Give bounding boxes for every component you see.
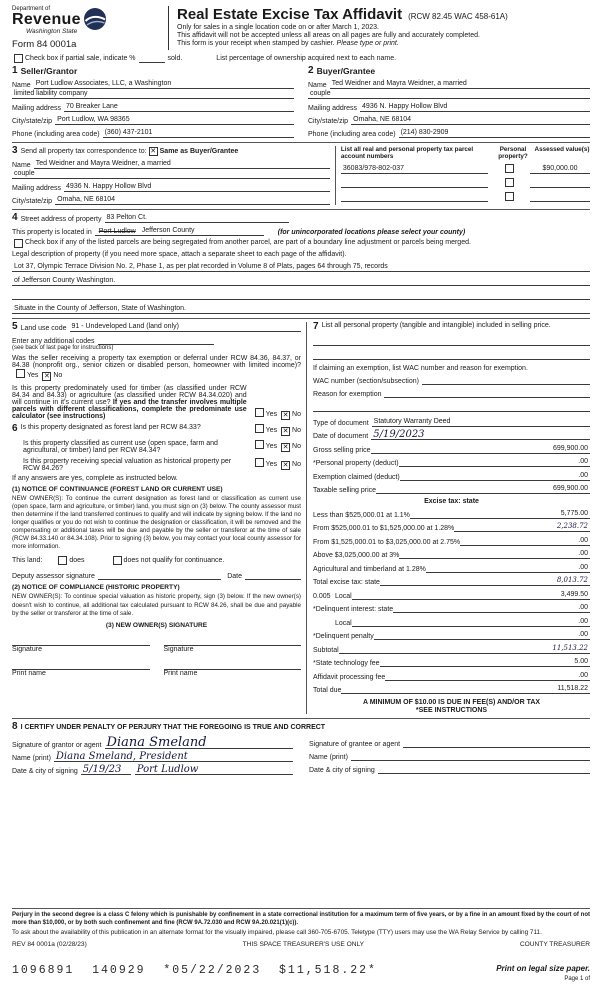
partial-sale-label: Check box if partial sale, indicate %	[25, 55, 136, 62]
additional-codes-field[interactable]	[98, 335, 215, 345]
footer	[12, 908, 590, 982]
no-label: No	[292, 461, 301, 468]
seller-heading: Seller/Grantor	[20, 66, 78, 76]
no-label: No	[292, 411, 301, 418]
forest-yes-checkbox[interactable]	[255, 424, 264, 433]
current-use-yes-checkbox[interactable]	[255, 440, 264, 449]
yes-label: Yes	[265, 411, 278, 418]
partial-sale-checkbox[interactable]	[14, 54, 23, 63]
agency-state: Washington State	[26, 28, 78, 35]
deputy-assessor-label: Deputy assessor signature	[12, 573, 95, 581]
treasurer-receipt-stamp: 1096891 140929 *05/22/2023 $11,518.22*	[12, 964, 377, 977]
notice-compliance-body: NEW OWNER(S): To continue special valuation as historic property, sign (3) below. If the new owner(s) doesn't wish to continue, all additional tax calculated pursuant to RCW 84.26, shall be due and payable by the seller or transferor at the time of sale.	[12, 593, 301, 617]
current-use-no-checkbox[interactable]: ✕	[282, 443, 289, 451]
personal-property-deduct-value[interactable]: .00	[399, 457, 590, 467]
corr-name-field-2[interactable]: couple	[12, 169, 330, 179]
exemption-claim-note: If claiming an exemption, list WAC number and reason for exemption.	[313, 365, 528, 372]
seller-phone-label: Phone (including area code)	[12, 131, 100, 138]
delinquent-interest-state-label: *Delinquent interest: state	[313, 606, 394, 613]
new-owner-signature-lines	[12, 635, 301, 653]
total-excise-state-value[interactable]: 8,013.72	[380, 576, 590, 586]
buyer-name-field[interactable]: Ted Weidner and Mayra Weidner, a married	[330, 79, 590, 89]
legal-description-line-1[interactable]: Lot 37, Olympic Terrace Division No. 2, Phase 1, as per plat recorded in Volume 8 of Plats, pages 64 through 75, records	[12, 262, 590, 272]
section-1-number: 1	[12, 65, 18, 76]
does-qualify-checkbox[interactable]	[58, 556, 67, 565]
delinquent-interest-state-value[interactable]: .00	[393, 603, 590, 613]
grantee-print-name-label: Name (print)	[309, 754, 348, 761]
main-columns	[12, 318, 590, 714]
affidavit-processing-fee-label: Affidavit processing fee	[313, 673, 386, 681]
personal-property-deduct-label: *Personal property (deduct)	[313, 460, 399, 467]
dept-of-label: Department of	[12, 6, 51, 12]
new-owner-signature-field-2[interactable]	[164, 635, 302, 646]
seller-name-label: Name	[12, 82, 31, 89]
current-use-question	[12, 440, 301, 454]
section-4-property	[12, 209, 590, 314]
partial-sold-label: sold.	[167, 55, 183, 62]
street-address-label: Street address of property	[20, 216, 102, 223]
total-due-label: Total due	[313, 687, 342, 694]
excise-tax-state-heading: Excise tax: state	[424, 498, 479, 505]
additional-codes-label: Enter any additional codes	[12, 338, 95, 345]
this-land-label: This land:	[12, 557, 43, 565]
type-of-document-field[interactable]: Statutory Warranty Deed	[372, 417, 590, 427]
taxable-selling-price-value[interactable]: 699,900.00	[376, 484, 590, 494]
new-owner-print-lines	[12, 659, 301, 677]
buyer-city-field[interactable]: Omaha, NE 68104	[351, 115, 590, 125]
page-number: Page 1 of	[564, 976, 590, 982]
local-tax-value[interactable]: 3,499.50	[352, 590, 590, 600]
seller-address-field[interactable]: 70 Breaker Lane	[64, 102, 294, 112]
no-label: No	[292, 427, 301, 434]
assessed-value-field-3[interactable]	[530, 192, 590, 202]
timber-agriculture-text: Is this property predominately used for timber (as classified under RCW 84.34 and 84.33) or agriculture (as classified under RCW 84.34.020) and will continue in it's current use?	[12, 385, 247, 406]
located-county-field[interactable]: Jefferson County	[140, 226, 264, 236]
parties-row	[12, 66, 590, 138]
additional-codes-note: (see back of last page for instructions)	[12, 345, 114, 351]
print-name-label: Print name	[163, 669, 198, 677]
exemption-yes-checkbox[interactable]	[16, 369, 25, 378]
assessed-value-field[interactable]: $90,000.00	[530, 164, 590, 174]
seller-section	[12, 66, 294, 138]
subtotal-label: Subtotal	[313, 646, 339, 654]
parcel-row	[341, 178, 590, 188]
corr-city-label: City/state/zip	[12, 198, 53, 205]
historic-no-checkbox[interactable]: ✕	[282, 461, 289, 469]
state-technology-fee-label: *State technology fee	[313, 660, 380, 667]
subtotal-value[interactable]: 11,513.22	[339, 644, 590, 654]
no-label: No	[53, 372, 63, 379]
exemption-deferral-text: Was the seller receiving a property tax exemption or deferral under RCW 84.36, 84.37, or 84.38 (nonprofit org., senior citizen or disabled person, homeowner with limited income)?	[12, 355, 301, 369]
header-note-2: This affidavit will not be accepted unless all areas on all pages are fully and accurately completed.	[177, 32, 480, 39]
form-revision: REV 84 0001a (02/28/23)	[12, 941, 87, 948]
parcel-number-field-2[interactable]	[341, 178, 488, 188]
parcel-numbers-header: List all real and personal property tax parcel account numbers	[340, 146, 474, 160]
legal-description-line-3[interactable]: Situate in the County of Jefferson, State of Washington.	[12, 304, 590, 314]
section-2-number: 2	[308, 65, 314, 76]
grantee-signature-block	[309, 735, 590, 775]
agency-name: Revenue	[12, 11, 81, 28]
parcel-number-field-3[interactable]	[341, 192, 488, 202]
perjury-statement: Perjury in the second degree is a class C felony which is punishable by confinement in a state correctional institution for a maximum term of five years, or by a fine in an amount fixed by the court of not more than $10,000, or by both such confinement and fine (RCW 9A.72.030 and RCW 9A.20.021(1)(c)).	[12, 912, 590, 926]
taxable-selling-price-label: Taxable selling price	[313, 487, 377, 494]
personal-property-checkbox-2[interactable]	[505, 178, 514, 187]
state-technology-fee-value[interactable]: 5.00	[380, 657, 590, 667]
grantor-print-name-label: Name (print)	[12, 755, 51, 762]
header-note-3: This form is your receipt when stamped by cashier.	[177, 40, 335, 47]
assessed-value-header: Assessed value(s)	[534, 146, 590, 153]
date-of-document-field[interactable]: 5/19/2023	[371, 430, 590, 440]
current-use-text: Is this property classified as current use (open space, farm and agricultural, or timber) land per RCW 84.34?	[23, 440, 218, 454]
section-8-number: 8	[12, 721, 18, 732]
deputy-assessor-signature-field[interactable]	[98, 570, 221, 580]
delinquent-penalty-value[interactable]: .00	[374, 630, 590, 640]
notice-compliance-title: (2) NOTICE OF COMPLIANCE (HISTORIC PROPERTY)	[12, 584, 180, 592]
form-header	[12, 6, 590, 50]
gross-selling-price-value[interactable]: 699,900.00	[371, 444, 590, 454]
print-name-label: Print name	[12, 669, 46, 677]
grantor-signature-block	[12, 735, 293, 775]
minimum-due-note: A MINIMUM OF $10.00 IS DUE IN FEE(S) AND/OR TAX	[362, 699, 541, 706]
personal-property-intro-text: List all personal property (tangible and intangible) included in selling price.	[321, 322, 551, 329]
grantee-date-city-field[interactable]	[378, 764, 590, 774]
deputy-date-field[interactable]	[245, 570, 301, 580]
section-6-number: 6	[12, 423, 18, 434]
agency-block	[12, 6, 169, 50]
form-title: Real Estate Excise Tax Affidavit	[177, 6, 403, 23]
grantor-city-field[interactable]: Port Ludlow	[135, 765, 293, 775]
parcel-row	[341, 192, 590, 202]
same-as-buyer-checkbox[interactable]: ✕	[150, 146, 157, 155]
seller-phone-field[interactable]: (360) 437-2101	[103, 128, 294, 138]
partial-percent-field[interactable]	[139, 54, 165, 63]
yes-label: Yes	[265, 427, 278, 434]
historic-property-text: Is this property receiving special valuation as historical property per RCW 84.26?	[23, 458, 232, 472]
personal-property-line-2[interactable]	[313, 350, 590, 360]
personal-property-line-1[interactable]	[313, 336, 590, 346]
perjury-certification-title: I CERTIFY UNDER PENALTY OF PERJURY THAT THE FOREGOING IS TRUE AND CORRECT	[20, 723, 326, 731]
local-rate: 0.005	[313, 592, 331, 600]
ownership-note: List percentage of ownership acquired next to each name.	[216, 55, 397, 62]
total-excise-state-label: Total excise tax: state	[313, 579, 380, 586]
form-title-reference: (RCW 82.45 WAC 458-61A)	[408, 12, 508, 21]
new-owner-signature-title: (3) NEW OWNER(S) SIGNATURE	[105, 621, 208, 629]
forest-land-text: Is this property designated as forest land per RCW 84.33?	[20, 424, 201, 431]
gross-selling-price-label: Gross selling price	[313, 446, 371, 454]
signature-label: Signature	[163, 645, 194, 653]
grantee-signature-label: Signature of grantee or agent	[309, 741, 401, 748]
exemption-no-checkbox[interactable]: ✕	[43, 372, 50, 380]
section-5-6-column	[12, 322, 306, 714]
section-7-number: 7	[313, 321, 319, 332]
tier-3-label: From $1,525,000.01 to $3,025,000.00 at 2.75%	[313, 538, 461, 546]
located-in-label: This property is located in	[12, 229, 92, 236]
personal-property-intro	[313, 322, 590, 332]
exemption-deferral-question	[12, 355, 301, 381]
reason-exemption-label: Reason for exemption	[313, 391, 382, 398]
deputy-assessor-row	[12, 570, 301, 580]
type-or-print-note: Please type or print.	[336, 40, 399, 47]
county-selection-note: (for unincorporated locations please select your county)	[277, 229, 466, 236]
revenue-logo-icon	[83, 7, 107, 33]
timber-agriculture-question	[12, 385, 301, 420]
agricultural-timberland-value[interactable]: .00	[426, 563, 590, 573]
buyer-phone-field[interactable]: (214) 830-2909	[399, 128, 590, 138]
forest-no-checkbox[interactable]: ✕	[282, 427, 289, 435]
type-of-document-label: Type of document	[313, 420, 369, 427]
treasurer-use-label: THIS SPACE TREASURER'S USE ONLY	[242, 941, 365, 948]
does-not-label: does not qualify for continuance.	[123, 557, 225, 565]
corr-city-field[interactable]: Omaha, NE 68104	[55, 195, 330, 205]
corr-name-label: Name	[12, 162, 31, 169]
tier-2-label: From $525,000.01 to $1,525,000.00 at 1.28%	[313, 525, 455, 532]
exemption-claimed-value[interactable]: .00	[400, 471, 590, 481]
reason-exemption-field[interactable]	[384, 388, 590, 398]
signature-label: Signature	[12, 645, 42, 653]
section-4-number: 4	[12, 212, 18, 223]
corr-name-field[interactable]: Ted Weidner and Mayra Weidner, a married	[34, 159, 330, 169]
street-address-field[interactable]: 83 Pelton Ct.	[105, 213, 289, 223]
legal-description-blank-line[interactable]	[12, 290, 590, 300]
grantee-print-name-field[interactable]	[351, 751, 590, 761]
parcel-number-field[interactable]: 36083/978-802-037	[341, 164, 488, 174]
seller-city-field[interactable]: Port Ludlow, WA 98365	[55, 115, 294, 125]
new-owner-print-field-1[interactable]	[12, 659, 150, 670]
section-7-column	[306, 322, 590, 714]
land-use-code-label: Land use code	[20, 325, 67, 332]
legal-description-line-2[interactable]: of Jefferson County Washington.	[12, 276, 590, 286]
buyer-name-label: Name	[308, 82, 327, 89]
wac-number-label: WAC number (section/subsection)	[313, 378, 419, 385]
buyer-city-label: City/state/zip	[308, 118, 349, 125]
reason-exemption-line-2[interactable]	[313, 402, 590, 412]
tier-4-value[interactable]: .00	[399, 549, 590, 559]
seller-city-label: City/state/zip	[12, 118, 53, 125]
agricultural-timberland-label: Agricultural and timberland at 1.28%	[313, 565, 426, 573]
parcel-row	[341, 164, 590, 174]
legal-size-note: Print on legal size paper.	[496, 964, 590, 973]
historic-property-question	[12, 458, 301, 472]
buyer-address-field[interactable]: 4936 N. Happy Hollow Blvd	[360, 102, 590, 112]
does-not-qualify-checkbox[interactable]	[113, 556, 122, 565]
predominate-use-bold-text: If yes and the transfer involves multiple parcels with different classifications, complete the predominate use calculator (see instructions)	[12, 399, 247, 420]
timber-yes-checkbox[interactable]	[255, 408, 264, 417]
located-in-struck-value: Port Ludlow	[95, 228, 140, 236]
tier-1-label: Less than $525,000.01 at 1.1%	[313, 511, 410, 519]
seller-name-field[interactable]: Port Ludlow Associates, LLC, a Washington	[34, 79, 294, 89]
yes-label: Yes	[27, 372, 39, 379]
form-number: Form 84 0001a	[12, 39, 77, 50]
delinquent-interest-local-label: Local	[335, 619, 352, 627]
assessed-value-field-2[interactable]	[530, 178, 590, 188]
send-correspondence-label: Send all property tax correspondence to:	[20, 147, 147, 155]
tier-4-label: Above $3,025,000.00 at 3%	[313, 552, 400, 559]
section-3-tax-correspondence	[12, 142, 590, 205]
grantee-date-city-label: Date & city of signing	[309, 767, 375, 774]
grantor-print-name-field[interactable]: Diana Smeland, President	[54, 752, 293, 762]
land-qualify-row	[12, 556, 301, 565]
no-label: No	[292, 443, 301, 450]
grantor-date-city-label: Date & city of signing	[12, 768, 78, 775]
new-owner-print-field-2[interactable]	[164, 659, 302, 670]
same-as-buyer-label: Same as Buyer/Grantee	[159, 147, 239, 155]
affidavit-processing-fee-value[interactable]: .00	[385, 671, 590, 681]
parcel-table	[335, 146, 590, 205]
corr-address-label: Mailing address	[12, 185, 62, 192]
county-treasurer-label: COUNTY TREASURER	[519, 941, 590, 948]
total-due-value[interactable]: 11,518.22	[341, 684, 590, 694]
date-of-document-label: Date of document	[313, 433, 369, 440]
personal-property-header: Personal property?	[498, 146, 528, 160]
tier-3-value[interactable]: .00	[460, 536, 590, 546]
delinquent-penalty-label: *Delinquent penalty	[313, 633, 374, 640]
partial-sale-row	[12, 54, 590, 63]
segregated-parcel-text: Check box if any of the listed parcels are being segregated from another parcel, are part of a boundary line adjustment or parcels being merged.	[25, 239, 471, 246]
seller-address-label: Mailing address	[12, 105, 62, 112]
tier-2-value[interactable]: 2,238.72	[454, 522, 590, 532]
new-owner-signature-field-1[interactable]	[12, 635, 150, 646]
does-label: does	[69, 557, 85, 565]
personal-property-checkbox-1[interactable]	[505, 164, 514, 173]
personal-property-checkbox-3[interactable]	[505, 192, 514, 201]
section-3-number: 3	[12, 145, 18, 156]
corr-address-field[interactable]: 4936 N. Happy Hollow Blvd	[64, 182, 330, 192]
legal-description-label: Legal description of property (if you need more space, attach a separate sheet to each page of the affidavit).	[12, 251, 347, 258]
buyer-phone-label: Phone (including area code)	[308, 131, 396, 138]
deputy-date-label: Date	[227, 573, 242, 581]
section-5-number: 5	[12, 321, 18, 332]
grantor-date-field[interactable]: 5/19/23	[81, 765, 131, 775]
grantor-signature-label: Signature of grantor or agent	[12, 742, 102, 749]
wac-number-field[interactable]	[422, 375, 590, 385]
tier-1-value[interactable]: 5,775.00	[410, 509, 590, 519]
delinquent-interest-local-value[interactable]: .00	[352, 617, 590, 627]
forest-land-question	[12, 424, 301, 436]
notice-continuance-body: NEW OWNER(S): To continue the current designation as forest land or classification as current use (open space, farm and agriculture, or timber) land, you must sign on (3) below. The county assessor must then determine if the land transferred continues to qualify and will indicate by signing below. If the land no longer qualifies or you do not wish to continue the designation or classification, it will be removed and the compensating or additional taxes will be due and payable by the seller or transferor at the time of sale (RCW 84.33.140 or 84.34.108). Prior to signing (3) below, you may contact your local county assessor for more information.	[12, 495, 301, 551]
seller-name-field-2[interactable]: limited liability company	[12, 89, 294, 99]
yes-label: Yes	[265, 461, 278, 468]
buyer-section	[308, 66, 590, 138]
yes-label: Yes	[265, 443, 278, 450]
see-instructions-note: *SEE INSTRUCTIONS	[415, 707, 488, 714]
grantee-signature-field[interactable]	[403, 738, 590, 748]
buyer-address-label: Mailing address	[308, 105, 358, 112]
header-note-1: Only for sales in a single location code on or after March 1, 2023.	[177, 24, 379, 31]
alternate-format-note: To ask about the availability of this publication in an alternate format for the visually impaired, please call 360-705-6705. Teletype (TTY) users may use the WA Relay Service by calling 711.	[12, 929, 542, 936]
buyer-heading: Buyer/Grantee	[316, 66, 376, 76]
buyer-name-field-2[interactable]: couple	[308, 89, 590, 99]
segregated-parcel-checkbox[interactable]	[14, 239, 23, 248]
timber-no-checkbox[interactable]: ✕	[282, 411, 289, 419]
if-yes-note: If any answers are yes, complete as instructed below.	[12, 475, 178, 482]
section-8-certification	[12, 718, 590, 775]
historic-yes-checkbox[interactable]	[255, 458, 264, 467]
local-tax-label: Local	[335, 592, 352, 600]
exemption-claimed-label: Exemption claimed (deduct)	[313, 473, 400, 481]
grantor-signature-field[interactable]: Diana Smeland	[105, 738, 293, 749]
notice-continuance-title: (1) NOTICE OF CONTINUANCE (FOREST LAND OR CURRENT USE)	[12, 486, 223, 493]
title-block	[169, 6, 590, 50]
land-use-code-field[interactable]: 91 - Undeveloped Land (land only)	[70, 322, 302, 332]
